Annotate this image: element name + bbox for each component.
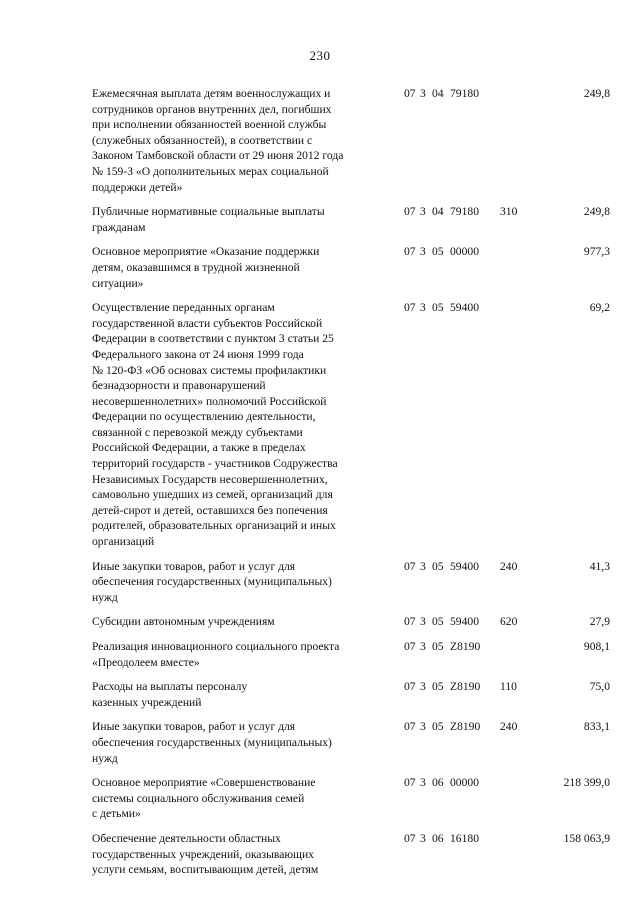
page-number: 230	[309, 48, 331, 63]
description-line: сотрудников органов внутренних дел, погибших	[92, 102, 332, 116]
description-line: № 120-ФЗ «Об основах системы профилактики	[92, 363, 327, 377]
description-line: связанной с перевозкой между субъектами	[92, 425, 303, 439]
description-line: безнадзорности и правонарушений	[92, 379, 266, 393]
description-line: системы социального обслуживания семей	[92, 791, 305, 805]
code-part: 3	[420, 245, 426, 259]
item-description	[92, 204, 404, 244]
description-line: организаций	[92, 535, 155, 549]
table-row	[92, 679, 610, 719]
item-description	[92, 639, 404, 679]
table-row	[92, 204, 610, 244]
amount: 69,2	[589, 301, 610, 315]
code-part: 59400	[450, 559, 479, 573]
description-line: Независимых Государств несовершеннолетних,	[92, 472, 328, 486]
code-part: 59400	[450, 301, 479, 315]
description-line: гражданам	[92, 220, 146, 234]
code-part: 05	[432, 680, 444, 694]
description-line: Расходы на выплаты персоналу	[92, 680, 248, 694]
table-row	[92, 244, 610, 300]
description-line: поддержки детей»	[92, 180, 183, 194]
description-line: нужд	[92, 751, 118, 765]
description-line: Законом Тамбовской области от 29 июня 2012 года	[92, 149, 344, 163]
budget-table-body	[92, 86, 610, 887]
code-part: 07	[404, 680, 416, 694]
table-row	[92, 614, 610, 639]
code-part: 07	[404, 301, 416, 315]
description-line: территорий государств - участников Содружества	[92, 457, 338, 471]
description-line: Осуществление переданных органам	[92, 301, 275, 315]
description-line: Основное мероприятие «Совершенствование	[92, 776, 316, 790]
code-part: 3	[420, 615, 426, 629]
item-description	[92, 775, 404, 831]
code-part: 07	[404, 615, 416, 629]
description-line: «Преодолеем вместе»	[92, 655, 200, 669]
classification-code	[404, 775, 500, 831]
description-line: Иные закупки товаров, работ и услуг для	[92, 559, 296, 573]
item-description	[92, 86, 404, 204]
description-line: детей-сирот и детей, оставшихся без попечения	[92, 503, 328, 517]
code-part: 00000	[450, 245, 479, 259]
item-description	[92, 719, 404, 775]
table-row	[92, 86, 610, 204]
classification-code	[404, 204, 500, 244]
description-line: с детьми»	[92, 807, 141, 821]
code-part: 59400	[450, 615, 479, 629]
code-part: 07	[404, 640, 416, 653]
code-part: 07	[404, 559, 416, 573]
code-part: Z8190	[450, 680, 481, 694]
amount: 833,1	[583, 720, 610, 734]
description-line: Федерации по осуществлению деятельности,	[92, 410, 316, 424]
item-description	[92, 300, 404, 559]
amount: 249,8	[583, 87, 610, 100]
classification-code	[404, 679, 500, 719]
code-part: 3	[420, 640, 426, 653]
description-line: Публичные нормативные социальные выплаты	[92, 205, 325, 219]
expense-type-code	[500, 775, 532, 831]
description-line: Ежемесячная выплата детям военнослужащих и	[92, 87, 331, 100]
table-row	[92, 559, 610, 615]
expense-type-code: 110	[500, 680, 517, 694]
code-part: 3	[420, 205, 426, 219]
code-part: 05	[432, 245, 444, 259]
table-row	[92, 639, 610, 679]
description-line: № 159-З «О дополнительных мерах социальной	[92, 164, 329, 178]
code-part: 07	[404, 205, 416, 219]
code-part: 07	[404, 831, 416, 845]
description-line: государственной власти субъектов Российской	[92, 316, 323, 330]
description-line: ситуации»	[92, 276, 144, 290]
code-part: 05	[432, 559, 444, 573]
expense-type-code	[500, 831, 532, 887]
amount: 27,9	[589, 615, 610, 629]
table-row	[92, 831, 610, 887]
code-part: 07	[404, 720, 416, 734]
code-part: 3	[420, 680, 426, 694]
amount: 218 399,0	[563, 776, 610, 790]
description-line: Федерального закона от 24 июня 1999 года	[92, 347, 304, 361]
code-part: 05	[432, 301, 444, 315]
item-description	[92, 244, 404, 300]
classification-code	[404, 719, 500, 775]
description-line: Реализация инновационного социального проекта	[92, 640, 340, 653]
description-line: детям, оказавшимся в трудной жизненной	[92, 260, 300, 274]
description-line: обеспечения государственных (муниципальных)	[92, 575, 332, 589]
code-part: 07	[404, 776, 416, 790]
item-description	[92, 679, 404, 719]
description-line: Субсидии автономным учреждениям	[92, 615, 275, 629]
table-row	[92, 719, 610, 775]
classification-code	[404, 614, 500, 639]
description-line: Основное мероприятие «Оказание поддержки	[92, 245, 320, 259]
code-part: 07	[404, 87, 416, 100]
amount: 977,3	[583, 245, 610, 259]
classification-code	[404, 559, 500, 615]
description-line: при исполнении обязанностей военной службы	[92, 118, 327, 132]
description-line: Иные закупки товаров, работ и услуг для	[92, 720, 296, 734]
code-part: 07	[404, 245, 416, 259]
code-part: 05	[432, 615, 444, 629]
budget-table	[92, 86, 610, 887]
amount: 75,0	[589, 680, 610, 694]
classification-code	[404, 244, 500, 300]
table-row	[92, 775, 610, 831]
expense-type-code: 240	[500, 720, 518, 734]
code-part: 04	[432, 205, 444, 219]
code-part: 79180	[450, 87, 479, 100]
amount: 249,8	[583, 205, 610, 219]
description-line: самовольно ушедших из семей, организаций для	[92, 488, 333, 502]
code-part: 05	[432, 720, 444, 734]
code-part: 04	[432, 87, 444, 100]
expense-type-code: 310	[500, 205, 518, 219]
classification-code	[404, 86, 500, 204]
expense-type-code	[500, 244, 532, 300]
code-part: 3	[420, 87, 426, 100]
description-line: (служебных обязанностей), в соответствии с	[92, 133, 313, 147]
code-part: Z8190	[450, 720, 481, 734]
amount: 908,1	[583, 640, 610, 653]
code-part: Z8190	[450, 640, 481, 653]
classification-code	[404, 831, 500, 887]
code-part: 3	[420, 831, 426, 845]
item-description	[92, 614, 404, 639]
description-line: родителей, образовательных организаций и иных	[92, 519, 336, 533]
classification-code	[404, 300, 500, 559]
code-part: 3	[420, 776, 426, 790]
expense-type-code	[500, 300, 532, 559]
classification-code	[404, 639, 500, 679]
item-description	[92, 559, 404, 615]
description-line: государственных учреждений, оказывающих	[92, 847, 314, 861]
code-part: 79180	[450, 205, 479, 219]
description-line: обеспечения государственных (муниципальных)	[92, 735, 332, 749]
code-part: 00000	[450, 776, 479, 790]
expense-type-code: 240	[500, 559, 518, 573]
description-line: Обеспечение деятельности областных	[92, 831, 281, 845]
description-line: Российской Федерации, а также в пределах	[92, 441, 306, 455]
expense-type-code	[500, 639, 532, 679]
description-line: услуги семьям, воспитывающим детей, детям	[92, 863, 319, 877]
table-row	[92, 300, 610, 559]
expense-type-code: 620	[500, 615, 518, 629]
code-part: 05	[432, 640, 444, 653]
description-line: несовершеннолетних» полномочий Российской	[92, 394, 327, 408]
description-line: нужд	[92, 590, 118, 604]
code-part: 3	[420, 720, 426, 734]
expense-type-code	[500, 86, 532, 204]
code-part: 16180	[450, 831, 479, 845]
code-part: 3	[420, 301, 426, 315]
code-part: 3	[420, 559, 426, 573]
amount: 158 063,9	[563, 831, 610, 845]
description-line: казенных учреждений	[92, 695, 202, 709]
code-part: 06	[432, 776, 444, 790]
amount: 41,3	[589, 559, 610, 573]
code-part: 06	[432, 831, 444, 845]
description-line: Федерации в соответствии с пунктом 3 статьи 25	[92, 332, 334, 346]
item-description	[92, 831, 404, 887]
